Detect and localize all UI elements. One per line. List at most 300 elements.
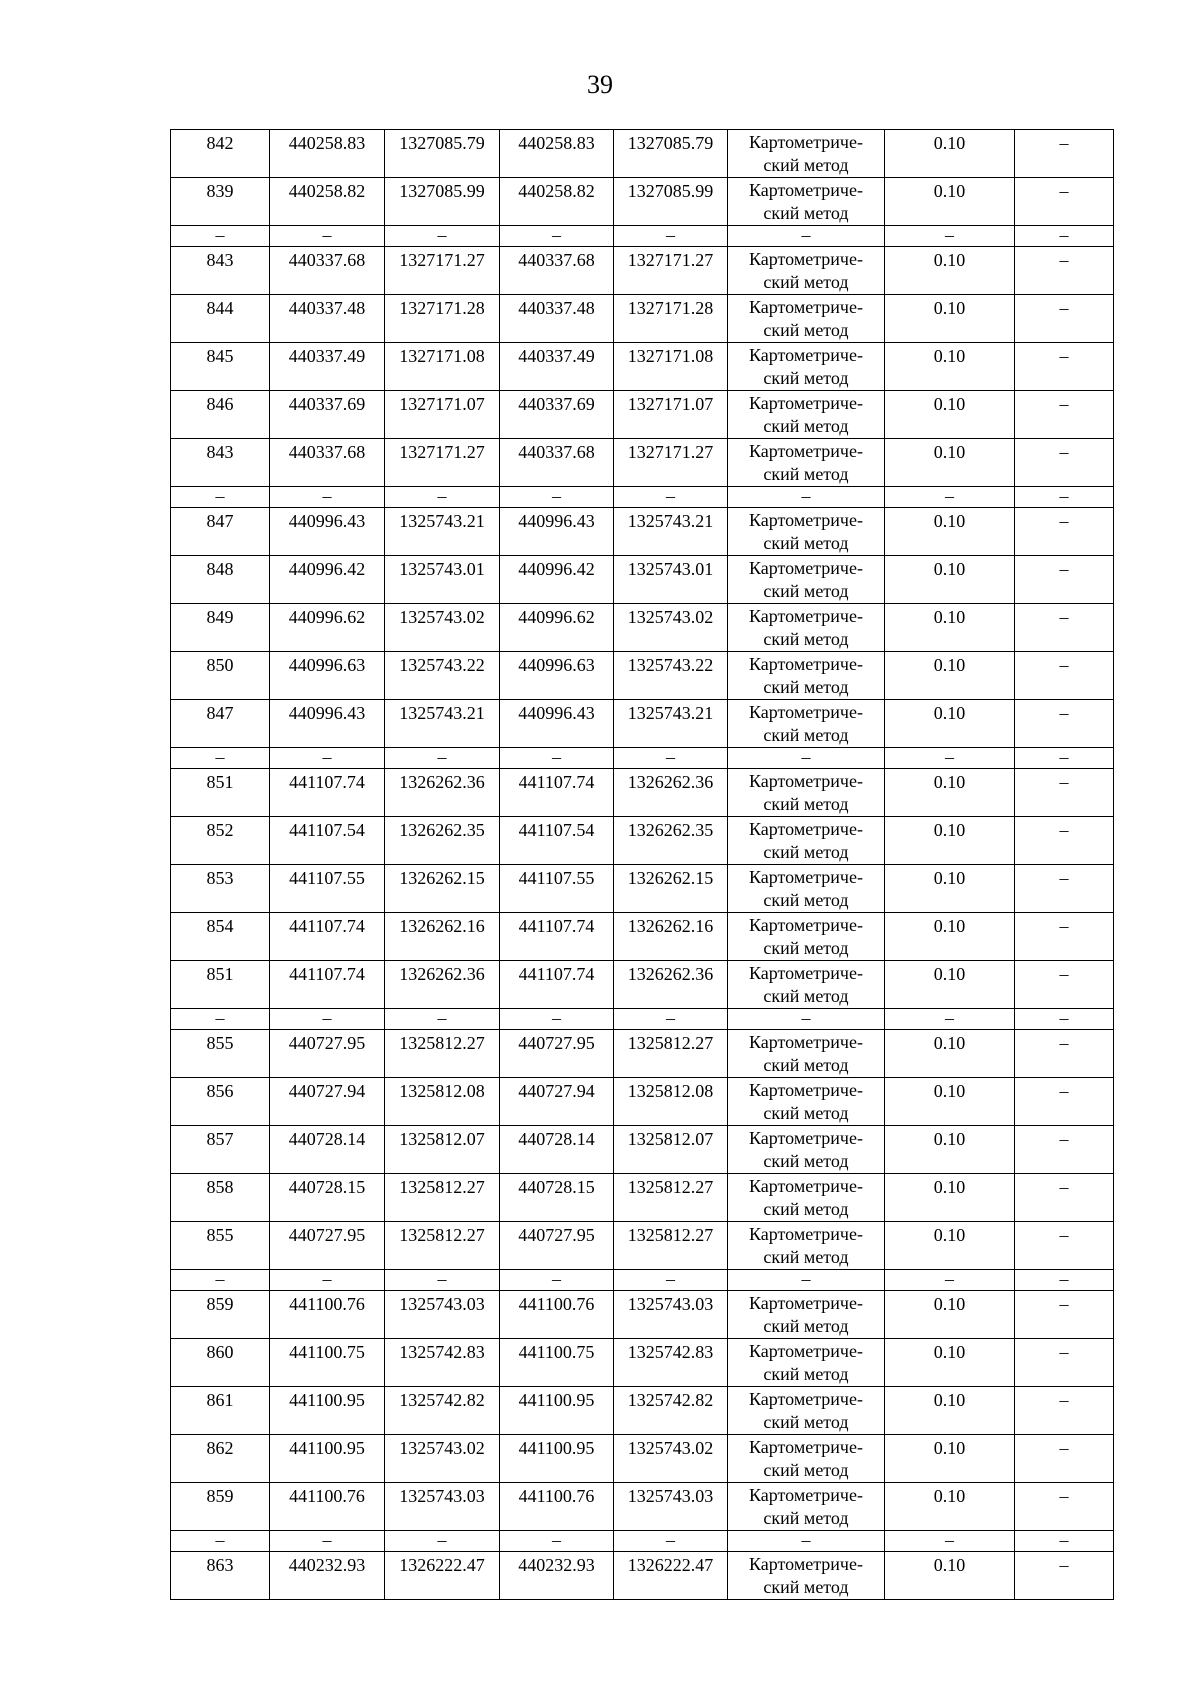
point-number-cell: 855 xyxy=(171,1030,270,1078)
y-existing-cell: 1325743.01 xyxy=(385,556,500,604)
method-cell xyxy=(728,439,885,487)
accuracy-cell: 0.10 xyxy=(885,1291,1015,1339)
separator-cell: – xyxy=(614,1009,728,1030)
point-number-cell: 863 xyxy=(171,1552,270,1600)
note-cell: – xyxy=(1015,1291,1114,1339)
x-existing-cell: 440728.14 xyxy=(270,1126,385,1174)
y-specified-cell: 1325743.03 xyxy=(614,1291,728,1339)
coordinates-table xyxy=(170,129,1114,1600)
point-number-cell: 851 xyxy=(171,961,270,1009)
method-line-1: Картометриче- xyxy=(749,1032,863,1052)
y-existing-cell: 1325743.02 xyxy=(385,1435,500,1483)
table-row xyxy=(171,130,1114,178)
table-row xyxy=(171,700,1114,748)
y-specified-cell: 1327171.07 xyxy=(614,391,728,439)
separator-cell: – xyxy=(728,226,885,247)
x-existing-cell: 440727.95 xyxy=(270,1222,385,1270)
separator-cell: – xyxy=(270,1009,385,1030)
y-existing-cell: 1327171.27 xyxy=(385,247,500,295)
x-existing-cell: 441107.55 xyxy=(270,865,385,913)
accuracy-cell: 0.10 xyxy=(885,652,1015,700)
note-cell: – xyxy=(1015,961,1114,1009)
table-row xyxy=(171,1078,1114,1126)
x-specified-cell: 440996.43 xyxy=(500,508,614,556)
method-line-1: Картометриче- xyxy=(749,441,863,461)
y-specified-cell: 1325742.83 xyxy=(614,1339,728,1387)
method-cell xyxy=(728,1483,885,1531)
separator-cell: – xyxy=(500,748,614,769)
table-row xyxy=(171,1387,1114,1435)
x-existing-cell: 440232.93 xyxy=(270,1552,385,1600)
y-existing-cell: 1326262.36 xyxy=(385,769,500,817)
table-row xyxy=(171,913,1114,961)
x-specified-cell: 441107.74 xyxy=(500,913,614,961)
x-specified-cell: 441107.54 xyxy=(500,817,614,865)
table-row xyxy=(171,817,1114,865)
table-row xyxy=(171,961,1114,1009)
table-row xyxy=(171,1222,1114,1270)
separator-cell: – xyxy=(1015,487,1114,508)
table-row xyxy=(171,769,1114,817)
y-existing-cell: 1325812.27 xyxy=(385,1222,500,1270)
method-line-2: ский метод xyxy=(763,725,849,745)
method-cell xyxy=(728,652,885,700)
method-line-2: ский метод xyxy=(763,1412,849,1432)
separator-cell: – xyxy=(385,1009,500,1030)
accuracy-cell: 0.10 xyxy=(885,1483,1015,1531)
separator-cell: – xyxy=(614,226,728,247)
x-existing-cell: 441100.95 xyxy=(270,1435,385,1483)
separator-cell: – xyxy=(614,1531,728,1552)
accuracy-cell: 0.10 xyxy=(885,1078,1015,1126)
y-specified-cell: 1325812.08 xyxy=(614,1078,728,1126)
accuracy-cell: 0.10 xyxy=(885,508,1015,556)
accuracy-cell: 0.10 xyxy=(885,1387,1015,1435)
separator-cell: – xyxy=(885,1531,1015,1552)
method-line-1: Картометриче- xyxy=(749,867,863,887)
y-specified-cell: 1325742.82 xyxy=(614,1387,728,1435)
x-specified-cell: 440728.14 xyxy=(500,1126,614,1174)
x-specified-cell: 440996.43 xyxy=(500,700,614,748)
x-existing-cell: 440258.82 xyxy=(270,178,385,226)
method-line-1: Картометриче- xyxy=(749,654,863,674)
x-specified-cell: 440337.69 xyxy=(500,391,614,439)
table-row xyxy=(171,508,1114,556)
point-number-cell: 843 xyxy=(171,247,270,295)
method-line-1: Картометриче- xyxy=(749,132,863,152)
point-number-cell: 843 xyxy=(171,439,270,487)
x-specified-cell: 440996.63 xyxy=(500,652,614,700)
table-row xyxy=(171,1291,1114,1339)
y-specified-cell: 1326262.16 xyxy=(614,913,728,961)
table-body xyxy=(171,130,1114,1600)
point-number-cell: 842 xyxy=(171,130,270,178)
x-specified-cell: 441100.76 xyxy=(500,1291,614,1339)
table-row xyxy=(171,391,1114,439)
method-cell xyxy=(728,865,885,913)
table-row xyxy=(171,1030,1114,1078)
note-cell: – xyxy=(1015,391,1114,439)
separator-cell: – xyxy=(270,748,385,769)
x-existing-cell: 441107.74 xyxy=(270,913,385,961)
x-existing-cell: 440727.95 xyxy=(270,1030,385,1078)
separator-cell: – xyxy=(614,748,728,769)
method-cell xyxy=(728,1387,885,1435)
point-number-cell: 851 xyxy=(171,769,270,817)
y-specified-cell: 1327171.27 xyxy=(614,439,728,487)
note-cell: – xyxy=(1015,1126,1114,1174)
separator-cell: – xyxy=(171,1531,270,1552)
accuracy-cell: 0.10 xyxy=(885,1435,1015,1483)
point-number-cell: 859 xyxy=(171,1291,270,1339)
point-number-cell: 856 xyxy=(171,1078,270,1126)
method-line-1: Картометриче- xyxy=(749,1128,863,1148)
y-existing-cell: 1325812.08 xyxy=(385,1078,500,1126)
table-row xyxy=(171,865,1114,913)
y-existing-cell: 1327171.08 xyxy=(385,343,500,391)
method-line-1: Картометриче- xyxy=(749,1485,863,1505)
y-specified-cell: 1326262.36 xyxy=(614,961,728,1009)
y-existing-cell: 1326262.35 xyxy=(385,817,500,865)
point-number-cell: 852 xyxy=(171,817,270,865)
method-line-2: ский метод xyxy=(763,416,849,436)
table-row xyxy=(171,1435,1114,1483)
method-line-2: ский метод xyxy=(763,155,849,175)
method-line-2: ский метод xyxy=(763,581,849,601)
x-existing-cell: 440996.43 xyxy=(270,508,385,556)
y-specified-cell: 1325743.21 xyxy=(614,508,728,556)
y-specified-cell: 1327085.99 xyxy=(614,178,728,226)
separator-cell: – xyxy=(1015,1270,1114,1291)
accuracy-cell: 0.10 xyxy=(885,247,1015,295)
x-specified-cell: 441100.95 xyxy=(500,1387,614,1435)
accuracy-cell: 0.10 xyxy=(885,343,1015,391)
method-line-2: ский метод xyxy=(763,842,849,862)
y-specified-cell: 1325812.27 xyxy=(614,1030,728,1078)
separator-cell: – xyxy=(885,226,1015,247)
separator-cell: – xyxy=(270,1531,385,1552)
accuracy-cell: 0.10 xyxy=(885,604,1015,652)
note-cell: – xyxy=(1015,1387,1114,1435)
table-row xyxy=(171,343,1114,391)
method-cell xyxy=(728,700,885,748)
separator-cell: – xyxy=(500,1270,614,1291)
x-specified-cell: 440337.49 xyxy=(500,343,614,391)
separator-cell: – xyxy=(171,1009,270,1030)
table-row xyxy=(171,1174,1114,1222)
accuracy-cell: 0.10 xyxy=(885,130,1015,178)
note-cell: – xyxy=(1015,700,1114,748)
separator-row xyxy=(171,226,1114,247)
separator-cell: – xyxy=(171,1270,270,1291)
separator-cell: – xyxy=(270,1270,385,1291)
y-specified-cell: 1325743.03 xyxy=(614,1483,728,1531)
accuracy-cell: 0.10 xyxy=(885,817,1015,865)
note-cell: – xyxy=(1015,769,1114,817)
separator-cell: – xyxy=(1015,748,1114,769)
point-number-cell: 853 xyxy=(171,865,270,913)
point-number-cell: 844 xyxy=(171,295,270,343)
x-existing-cell: 441107.74 xyxy=(270,769,385,817)
separator-cell: – xyxy=(885,1270,1015,1291)
y-specified-cell: 1326262.36 xyxy=(614,769,728,817)
x-specified-cell: 440337.68 xyxy=(500,439,614,487)
x-specified-cell: 440258.83 xyxy=(500,130,614,178)
separator-cell: – xyxy=(1015,1531,1114,1552)
separator-cell: – xyxy=(614,1270,728,1291)
method-cell xyxy=(728,1552,885,1600)
separator-cell: – xyxy=(500,1531,614,1552)
x-specified-cell: 440727.95 xyxy=(500,1222,614,1270)
y-specified-cell: 1325743.22 xyxy=(614,652,728,700)
accuracy-cell: 0.10 xyxy=(885,913,1015,961)
method-line-1: Картометриче- xyxy=(749,963,863,983)
point-number-cell: 847 xyxy=(171,508,270,556)
method-line-2: ский метод xyxy=(763,629,849,649)
table-row xyxy=(171,247,1114,295)
note-cell: – xyxy=(1015,1222,1114,1270)
point-number-cell: 855 xyxy=(171,1222,270,1270)
point-number-cell: 848 xyxy=(171,556,270,604)
method-line-2: ский метод xyxy=(763,1364,849,1384)
method-line-1: Картометриче- xyxy=(749,297,863,317)
separator-cell: – xyxy=(385,1531,500,1552)
note-cell: – xyxy=(1015,178,1114,226)
method-line-2: ский метод xyxy=(763,1103,849,1123)
accuracy-cell: 0.10 xyxy=(885,1126,1015,1174)
method-cell xyxy=(728,130,885,178)
method-line-2: ский метод xyxy=(763,533,849,553)
x-existing-cell: 440337.69 xyxy=(270,391,385,439)
method-cell xyxy=(728,604,885,652)
y-existing-cell: 1326262.16 xyxy=(385,913,500,961)
y-existing-cell: 1325743.21 xyxy=(385,700,500,748)
x-specified-cell: 441107.74 xyxy=(500,961,614,1009)
method-line-1: Картометриче- xyxy=(749,1554,863,1574)
note-cell: – xyxy=(1015,1174,1114,1222)
y-existing-cell: 1325742.82 xyxy=(385,1387,500,1435)
method-line-1: Картометриче- xyxy=(749,393,863,413)
y-existing-cell: 1325812.27 xyxy=(385,1030,500,1078)
y-existing-cell: 1325743.22 xyxy=(385,652,500,700)
x-specified-cell: 440232.93 xyxy=(500,1552,614,1600)
method-line-1: Картометриче- xyxy=(749,249,863,269)
method-cell xyxy=(728,178,885,226)
separator-cell: – xyxy=(728,1531,885,1552)
x-specified-cell: 441107.55 xyxy=(500,865,614,913)
x-specified-cell: 440337.48 xyxy=(500,295,614,343)
accuracy-cell: 0.10 xyxy=(885,391,1015,439)
table-row xyxy=(171,1339,1114,1387)
method-cell xyxy=(728,1078,885,1126)
method-line-1: Картометриче- xyxy=(749,819,863,839)
y-specified-cell: 1327171.27 xyxy=(614,247,728,295)
x-specified-cell: 441100.76 xyxy=(500,1483,614,1531)
page-number: 39 xyxy=(587,70,613,99)
y-existing-cell: 1327171.28 xyxy=(385,295,500,343)
method-cell xyxy=(728,247,885,295)
y-specified-cell: 1325812.27 xyxy=(614,1222,728,1270)
separator-cell: – xyxy=(385,487,500,508)
accuracy-cell: 0.10 xyxy=(885,1552,1015,1600)
x-existing-cell: 440337.48 xyxy=(270,295,385,343)
note-cell: – xyxy=(1015,343,1114,391)
table-row xyxy=(171,652,1114,700)
y-specified-cell: 1325812.07 xyxy=(614,1126,728,1174)
method-cell xyxy=(728,391,885,439)
method-line-1: Картометриче- xyxy=(749,702,863,722)
x-specified-cell: 441107.74 xyxy=(500,769,614,817)
note-cell: – xyxy=(1015,1552,1114,1600)
note-cell: – xyxy=(1015,1078,1114,1126)
x-existing-cell: 440727.94 xyxy=(270,1078,385,1126)
separator-cell: – xyxy=(728,748,885,769)
accuracy-cell: 0.10 xyxy=(885,1030,1015,1078)
y-specified-cell: 1325743.01 xyxy=(614,556,728,604)
x-specified-cell: 440996.42 xyxy=(500,556,614,604)
y-specified-cell: 1325743.02 xyxy=(614,1435,728,1483)
method-line-2: ский метод xyxy=(763,1055,849,1075)
note-cell: – xyxy=(1015,817,1114,865)
separator-cell: – xyxy=(885,1009,1015,1030)
x-existing-cell: 441107.54 xyxy=(270,817,385,865)
y-existing-cell: 1327171.07 xyxy=(385,391,500,439)
x-specified-cell: 440728.15 xyxy=(500,1174,614,1222)
method-line-2: ский метод xyxy=(763,890,849,910)
separator-cell: – xyxy=(500,226,614,247)
y-existing-cell: 1327085.79 xyxy=(385,130,500,178)
point-number-cell: 860 xyxy=(171,1339,270,1387)
y-existing-cell: 1325743.03 xyxy=(385,1291,500,1339)
method-cell xyxy=(728,1291,885,1339)
separator-cell: – xyxy=(885,748,1015,769)
note-cell: – xyxy=(1015,865,1114,913)
x-existing-cell: 441100.75 xyxy=(270,1339,385,1387)
x-existing-cell: 441100.76 xyxy=(270,1291,385,1339)
x-existing-cell: 440337.49 xyxy=(270,343,385,391)
method-cell xyxy=(728,1339,885,1387)
table-row xyxy=(171,604,1114,652)
note-cell: – xyxy=(1015,1435,1114,1483)
note-cell: – xyxy=(1015,295,1114,343)
table-row xyxy=(171,556,1114,604)
accuracy-cell: 0.10 xyxy=(885,961,1015,1009)
method-line-2: ский метод xyxy=(763,1247,849,1267)
note-cell: – xyxy=(1015,130,1114,178)
method-line-1: Картометриче- xyxy=(749,771,863,791)
method-line-1: Картометриче- xyxy=(749,1341,863,1361)
method-line-1: Картометриче- xyxy=(749,1224,863,1244)
x-specified-cell: 440337.68 xyxy=(500,247,614,295)
accuracy-cell: 0.10 xyxy=(885,1222,1015,1270)
method-line-2: ский метод xyxy=(763,1199,849,1219)
y-specified-cell: 1326262.35 xyxy=(614,817,728,865)
accuracy-cell: 0.10 xyxy=(885,556,1015,604)
x-specified-cell: 440996.62 xyxy=(500,604,614,652)
separator-cell: – xyxy=(171,487,270,508)
method-line-2: ский метод xyxy=(763,1316,849,1336)
note-cell: – xyxy=(1015,508,1114,556)
accuracy-cell: 0.10 xyxy=(885,295,1015,343)
method-line-2: ский метод xyxy=(763,320,849,340)
x-specified-cell: 440258.82 xyxy=(500,178,614,226)
separator-cell: – xyxy=(385,226,500,247)
y-specified-cell: 1325743.02 xyxy=(614,604,728,652)
method-line-1: Картометриче- xyxy=(749,1080,863,1100)
point-number-cell: 857 xyxy=(171,1126,270,1174)
method-line-2: ский метод xyxy=(763,203,849,223)
x-existing-cell: 440996.42 xyxy=(270,556,385,604)
y-existing-cell: 1326262.15 xyxy=(385,865,500,913)
accuracy-cell: 0.10 xyxy=(885,439,1015,487)
method-cell xyxy=(728,295,885,343)
x-existing-cell: 440996.63 xyxy=(270,652,385,700)
point-number-cell: 859 xyxy=(171,1483,270,1531)
y-existing-cell: 1325743.21 xyxy=(385,508,500,556)
separator-cell: – xyxy=(728,487,885,508)
accuracy-cell: 0.10 xyxy=(885,769,1015,817)
method-line-2: ский метод xyxy=(763,368,849,388)
method-line-1: Картометриче- xyxy=(749,606,863,626)
point-number-cell: 847 xyxy=(171,700,270,748)
y-specified-cell: 1326222.47 xyxy=(614,1552,728,1600)
method-line-2: ский метод xyxy=(763,794,849,814)
separator-cell: – xyxy=(171,226,270,247)
y-existing-cell: 1325743.02 xyxy=(385,604,500,652)
y-existing-cell: 1326222.47 xyxy=(385,1552,500,1600)
separator-row xyxy=(171,748,1114,769)
method-line-1: Картометриче- xyxy=(749,1176,863,1196)
separator-row xyxy=(171,487,1114,508)
method-cell xyxy=(728,1126,885,1174)
method-line-2: ский метод xyxy=(763,938,849,958)
method-cell xyxy=(728,508,885,556)
method-line-1: Картометриче- xyxy=(749,345,863,365)
point-number-cell: 849 xyxy=(171,604,270,652)
note-cell: – xyxy=(1015,439,1114,487)
point-number-cell: 850 xyxy=(171,652,270,700)
x-specified-cell: 441100.95 xyxy=(500,1435,614,1483)
x-existing-cell: 440337.68 xyxy=(270,247,385,295)
point-number-cell: 862 xyxy=(171,1435,270,1483)
separator-cell: – xyxy=(728,1009,885,1030)
x-specified-cell: 441100.75 xyxy=(500,1339,614,1387)
note-cell: – xyxy=(1015,247,1114,295)
method-line-1: Картометриче- xyxy=(749,558,863,578)
y-specified-cell: 1327085.79 xyxy=(614,130,728,178)
note-cell: – xyxy=(1015,1483,1114,1531)
method-cell xyxy=(728,913,885,961)
method-line-2: ский метод xyxy=(763,986,849,1006)
separator-cell: – xyxy=(885,487,1015,508)
method-line-1: Картометриче- xyxy=(749,1437,863,1457)
method-line-1: Картометриче- xyxy=(749,915,863,935)
method-cell xyxy=(728,1222,885,1270)
note-cell: – xyxy=(1015,1030,1114,1078)
separator-cell: – xyxy=(270,226,385,247)
accuracy-cell: 0.10 xyxy=(885,1339,1015,1387)
y-specified-cell: 1327171.08 xyxy=(614,343,728,391)
method-line-2: ский метод xyxy=(763,1151,849,1171)
y-specified-cell: 1326262.15 xyxy=(614,865,728,913)
method-line-1: Картометриче- xyxy=(749,510,863,530)
x-existing-cell: 441107.74 xyxy=(270,961,385,1009)
y-existing-cell: 1327171.27 xyxy=(385,439,500,487)
point-number-cell: 845 xyxy=(171,343,270,391)
y-specified-cell: 1325743.21 xyxy=(614,700,728,748)
separator-cell: – xyxy=(728,1270,885,1291)
separator-row xyxy=(171,1531,1114,1552)
